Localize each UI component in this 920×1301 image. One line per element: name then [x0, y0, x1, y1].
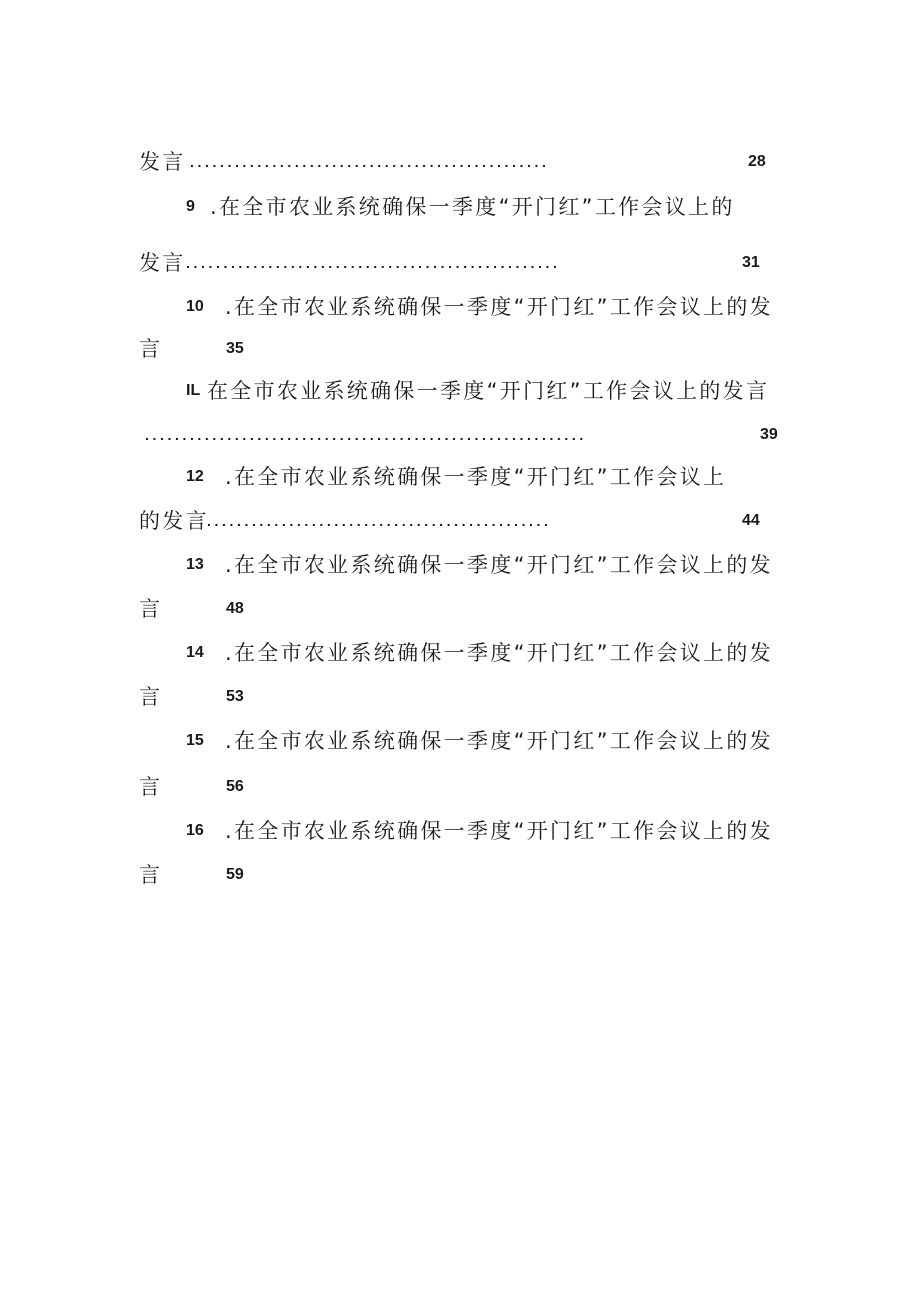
toc-entry-10-number: 10 [186, 298, 204, 315]
toc-entry-13-title[interactable]: .在全市农业系统确保一季度“开门红”工作会议上的发 [225, 553, 773, 577]
toc-entry-12-number: 12 [186, 468, 204, 485]
toc-entry-15-page[interactable]: 56 [226, 778, 244, 795]
toc-entry-15-number: 15 [186, 732, 204, 749]
toc-entry-14-page[interactable]: 53 [226, 688, 244, 705]
toc-entry-16-tail: 言 [139, 863, 163, 887]
toc-entry-10-page[interactable]: 35 [226, 340, 244, 357]
toc-entry-10-tail: 言 [139, 337, 163, 361]
toc-entry-10-title[interactable]: .在全市农业系统确保一季度“开门红”工作会议上的发 [225, 295, 773, 319]
toc-entry-8-tail: 发言 [139, 150, 186, 174]
toc-entry-12-leader: .............................................. [207, 513, 552, 529]
toc-entry-14-tail: 言 [139, 685, 163, 709]
toc-entry-14-title[interactable]: .在全市农业系统确保一季度“开门红”工作会议上的发 [225, 641, 773, 665]
toc-entry-13-page[interactable]: 48 [226, 600, 244, 617]
toc-entry-13-tail: 言 [139, 597, 163, 621]
toc-entry-13-number: 13 [186, 556, 204, 573]
toc-entry-12-tail: 的发言 [139, 509, 209, 533]
toc-entry-16-page[interactable]: 59 [226, 866, 244, 883]
toc-entry-14-number: 14 [186, 644, 204, 661]
toc-entry-11-page[interactable]: 39 [760, 426, 778, 443]
toc-entry-16-title[interactable]: .在全市农业系统确保一季度“开门红”工作会议上的发 [225, 819, 773, 843]
toc-entry-9-page[interactable]: 31 [742, 254, 760, 271]
toc-entry-15-tail: 言 [139, 775, 163, 799]
toc-entry-12-page[interactable]: 44 [742, 512, 760, 529]
toc-entry-8-leader: ................................................ [190, 154, 550, 170]
toc-entry-11-number: IL [186, 382, 201, 399]
toc-entry-12-title[interactable]: .在全市农业系统确保一季度“开门红”工作会议上 [225, 465, 727, 489]
toc-entry-11-leader: ........................................................... [145, 427, 587, 443]
toc-entry-8-page[interactable]: 28 [748, 153, 766, 170]
toc-entry-15-title[interactable]: .在全市农业系统确保一季度“开门红”工作会议上的发 [225, 729, 773, 753]
toc-entry-9-tail: 发言 [139, 251, 186, 275]
toc-entry-9-number: 9 [186, 198, 195, 215]
toc-entry-9-title[interactable]: .在全市农业系统确保一季度“开门红”工作会议上的 [210, 195, 735, 219]
toc-entry-16-number: 16 [186, 822, 204, 839]
toc-entry-11-title[interactable]: 在全市农业系统确保一季度“开门红”工作会议上的发言 [207, 379, 770, 403]
toc-entry-9-leader: .................................................. [186, 255, 561, 271]
